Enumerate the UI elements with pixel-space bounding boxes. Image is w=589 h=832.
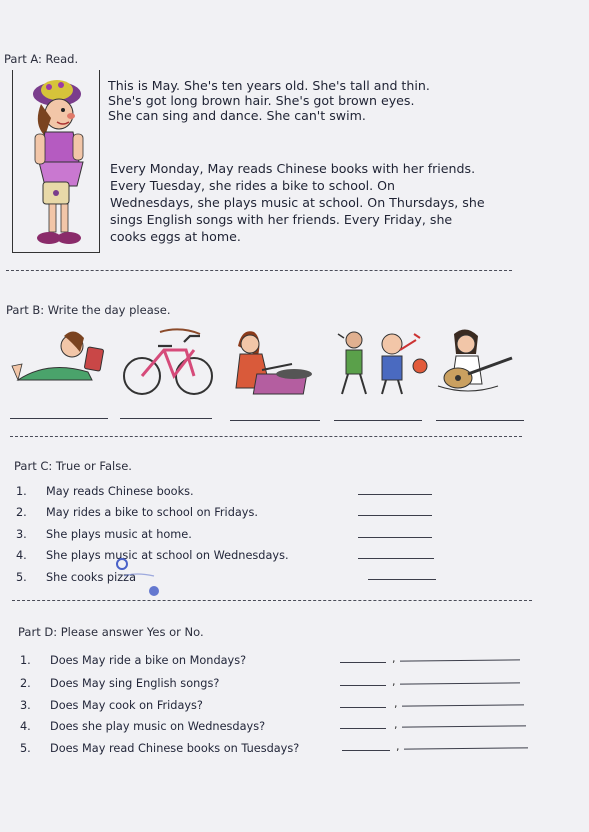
story-paragraph-2 [110, 160, 540, 245]
part-a-heading: Part A: Read. [4, 52, 79, 66]
comma-mark: , [392, 675, 396, 688]
pen-mark-icon [110, 556, 170, 598]
story-line: This is May. She's ten years old. She's tall and thin. [108, 78, 430, 93]
yn-answer-short-3[interactable] [340, 707, 386, 708]
day-answer-line-3[interactable] [230, 420, 320, 421]
question-text: She plays music at home. [46, 528, 192, 541]
section-divider [12, 600, 532, 601]
tf-question-2 [16, 506, 258, 519]
story-line: She's got long brown hair. She's got brown eyes. [108, 93, 415, 109]
comma-mark: , [394, 718, 398, 731]
question-text: Does May read Chinese books on Tuesdays? [50, 742, 300, 755]
tf-answer-line-2[interactable] [358, 515, 432, 516]
yn-question-5 [20, 742, 299, 755]
tf-answer-line-3[interactable] [358, 537, 432, 538]
story-line: Every Monday, May reads Chinese books with her friends. [110, 161, 476, 176]
question-number: 5. [16, 571, 27, 584]
yn-answer-long-1[interactable] [400, 659, 520, 661]
yn-answer-long-4[interactable] [402, 725, 526, 727]
music-band-icon [334, 326, 430, 398]
tf-question-3 [16, 528, 192, 541]
question-number: 1. [20, 654, 31, 667]
may-picture-frame [12, 70, 100, 253]
yn-answer-short-1[interactable] [340, 662, 386, 663]
question-number: 4. [16, 549, 27, 562]
question-text: She plays music at school on Wednesdays. [46, 549, 289, 562]
section-divider [10, 436, 522, 437]
day-answer-line-2[interactable] [120, 418, 212, 419]
question-text: May reads Chinese books. [46, 485, 194, 498]
story-line: Every Tuesday, she rides a bike to school. On [110, 178, 396, 193]
tf-answer-line-4[interactable] [358, 558, 434, 559]
yn-answer-short-4[interactable] [340, 728, 386, 729]
yn-answer-long-2[interactable] [400, 682, 520, 684]
question-number: 2. [20, 677, 31, 690]
question-text: She cooks pizza [46, 571, 137, 584]
question-text: Does she play music on Wednesdays? [50, 720, 266, 733]
question-number: 2. [16, 506, 27, 519]
section-divider [6, 270, 512, 271]
question-text: Does May ride a bike on Mondays? [50, 654, 247, 667]
yn-question-4 [20, 720, 265, 733]
tf-answer-line-5[interactable] [368, 579, 436, 580]
story-line: Wednesdays, she plays music at school. On Thursdays, she [110, 195, 485, 210]
yn-question-1 [20, 654, 246, 667]
yn-answer-short-2[interactable] [340, 685, 386, 686]
comma-mark: , [394, 697, 398, 710]
yn-answer-long-5[interactable] [404, 747, 528, 749]
question-number: 3. [20, 699, 31, 712]
question-text: Does May sing English songs? [50, 677, 220, 690]
day-answer-line-5[interactable] [436, 420, 524, 421]
part-c-heading: Part C: True or False. [14, 459, 132, 473]
yn-question-3 [20, 699, 203, 712]
comma-mark: , [392, 652, 396, 665]
story-paragraph-1 [108, 78, 528, 124]
part-d-heading: Part D: Please answer Yes or No. [18, 625, 204, 639]
story-line: She can sing and dance. She can't swim. [108, 108, 366, 124]
question-number: 5. [20, 742, 31, 755]
guitar-girl-icon [436, 326, 518, 398]
bicycle-icon [120, 324, 216, 400]
question-number: 3. [16, 528, 27, 541]
question-text: May rides a bike to school on Fridays. [46, 506, 258, 519]
yn-answer-short-5[interactable] [342, 750, 390, 751]
question-number: 1. [16, 485, 27, 498]
tf-question-1 [16, 485, 194, 498]
yn-question-2 [20, 677, 219, 690]
tf-answer-line-1[interactable] [358, 494, 432, 495]
comma-mark: , [396, 740, 400, 753]
may-character-icon [13, 70, 99, 252]
question-text: Does May cook on Fridays? [50, 699, 203, 712]
story-line: cooks eggs at home. [110, 229, 241, 244]
story-line: sings English songs with her friends. Every Friday, she [110, 212, 453, 227]
yn-answer-long-3[interactable] [402, 704, 524, 706]
question-number: 4. [20, 720, 31, 733]
reading-girl-icon [8, 322, 108, 392]
part-b-heading: Part B: Write the day please. [6, 303, 171, 317]
day-answer-line-1[interactable] [10, 418, 108, 419]
day-answer-line-4[interactable] [334, 420, 422, 421]
cooking-girl-icon [232, 322, 322, 400]
